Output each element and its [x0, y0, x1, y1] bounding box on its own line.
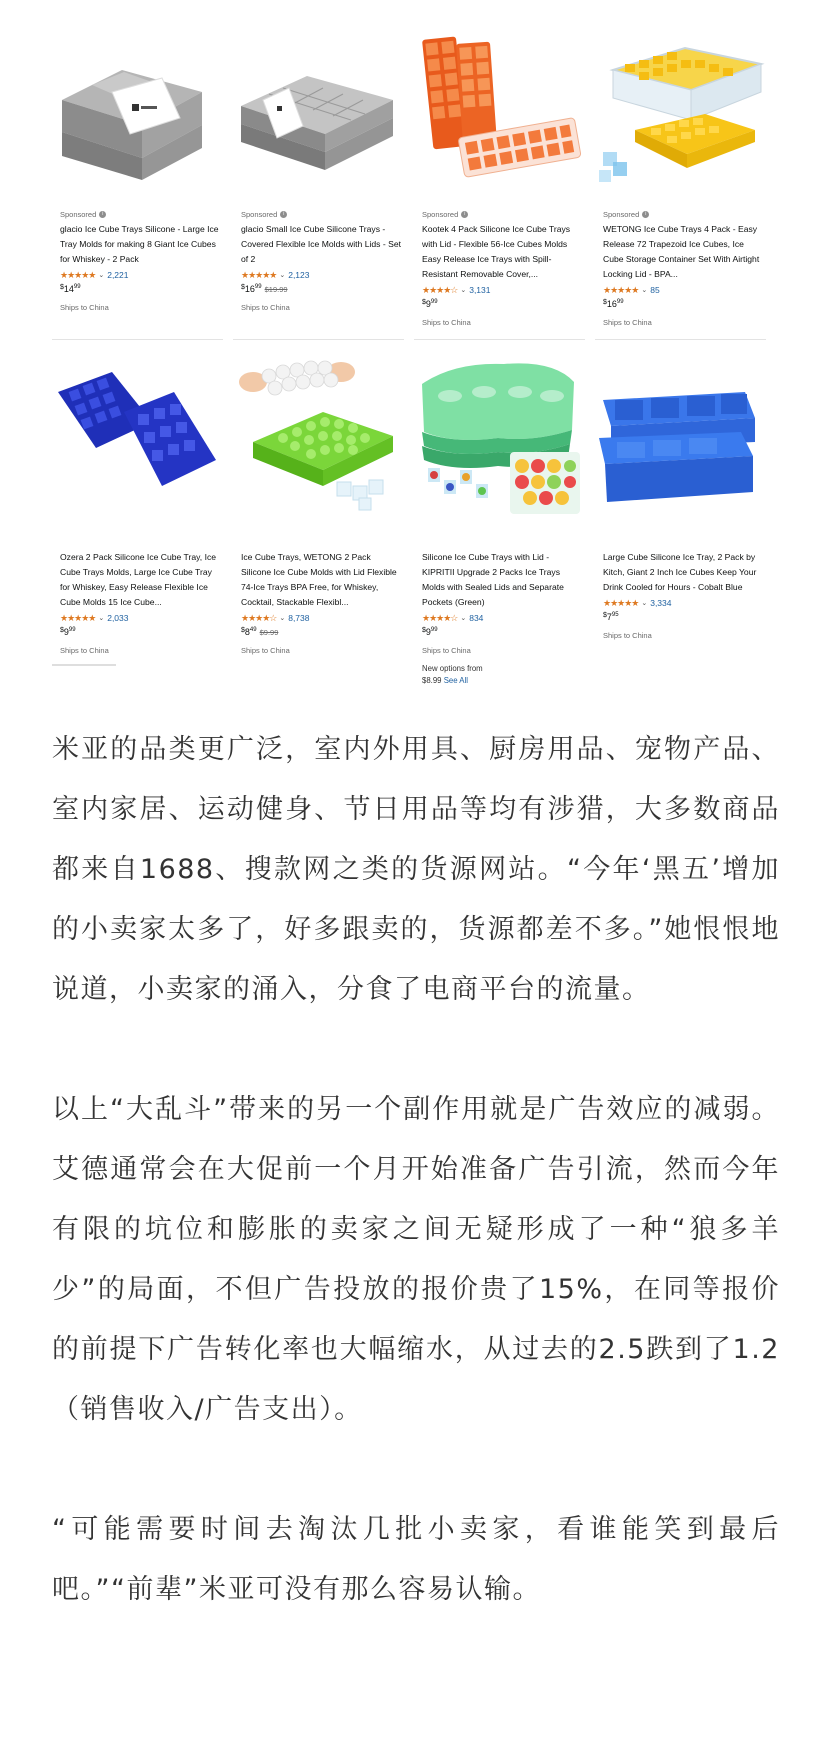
product-title[interactable]: Large Cube Silicone Ice Tray, 2 Pack by Kitch, Giant 2 Inch Ice Cubes Keep Your Drink Cooled for Hours - Cobalt Blue: [603, 552, 757, 592]
product-title[interactable]: glacio Small Ice Cube Silicone Trays - Covered Flexible Ice Molds with Lids - Set of 2: [241, 224, 401, 264]
product-card[interactable]: [52, 30, 223, 340]
price: $^{\$}16^{99}$ $19.99: [241, 284, 288, 294]
article-body: [52, 720, 780, 1680]
product-row-2: [52, 352, 784, 685]
divider: [52, 664, 116, 666]
ships-to: Ships to China: [241, 303, 290, 312]
star-rating-icon: ★★★★★: [60, 269, 96, 280]
chevron-down-icon: ⌄: [279, 615, 286, 622]
product-info: [422, 208, 582, 327]
price: $^{\$}7^{95}$: [603, 612, 619, 622]
product-card[interactable]: [595, 352, 766, 662]
product-info: [241, 548, 401, 655]
ships-to: Ships to China: [422, 646, 471, 655]
rating[interactable]: [603, 596, 763, 610]
info-icon[interactable]: i: [280, 211, 287, 218]
product-title[interactable]: glacio Ice Cube Trays Silicone - Large Ice Tray Molds for making 8 Giant Ice Cubes for Whiskey - 2 Pack: [60, 224, 219, 264]
rating-count[interactable]: 85: [650, 285, 660, 295]
product-image[interactable]: [52, 352, 223, 522]
product-image[interactable]: [233, 30, 404, 200]
chevron-down-icon: ⌄: [460, 615, 467, 622]
chevron-down-icon: ⌄: [641, 287, 648, 294]
rating-count[interactable]: 834: [469, 613, 484, 623]
star-rating-icon: ★★★★☆: [422, 612, 458, 623]
ships-to: Ships to China: [603, 631, 652, 640]
rating-count[interactable]: 3,334: [650, 598, 672, 608]
ships-to: Ships to China: [60, 646, 109, 655]
ships-to: Ships to China: [422, 318, 471, 327]
rating[interactable]: [60, 611, 220, 625]
list-price: $19.99: [264, 285, 288, 294]
rating-count[interactable]: 2,033: [107, 613, 129, 623]
ships-to: Ships to China: [241, 646, 290, 655]
product-image[interactable]: [414, 30, 585, 200]
info-icon[interactable]: i: [99, 211, 106, 218]
rating[interactable]: [603, 283, 763, 297]
product-info: [603, 208, 763, 327]
star-rating-icon: ★★★★★: [241, 269, 277, 280]
ships-to: Ships to China: [60, 303, 109, 312]
article-paragraph: 米亚的品类更广泛，室内外用具、厨房用品、宠物产品、室内家居、运动健身、节日用品等均有涉猎，大多数商品都来自1688、搜款网之类的货源网站。“今年‘黑五’增加的小卖家太多了，好多跟卖的，货源都差不多。”她恨恨地说道，小卖家的涌入，分食了电商平台的流量。: [52, 734, 780, 1005]
price: $^{\$}9^{99}$: [422, 627, 438, 637]
product-row-1: [52, 30, 784, 340]
chevron-down-icon: ⌄: [460, 287, 467, 294]
product-grid-screenshot: [52, 30, 784, 685]
article-paragraph: 以上“大乱斗”带来的另一个副作用就是广告效应的减弱。艾德通常会在大促前一个月开始准备广告引流，然而今年有限的坑位和膨胀的卖家之间无疑形成了一种“狼多羊少”的局面，不但广告投放的报价贵了15%，在同等报价的前提下广告转化率也大幅缩水，从过去的2.5跌到了1.2（销售收入/广告支出）。: [52, 1094, 780, 1425]
product-title[interactable]: WETONG Ice Cube Trays 4 Pack - Easy Release 72 Trapezoid Ice Cubes, Ice Cube Storage Container Set With Airtight Locking Lid - BPA...: [603, 224, 760, 279]
product-card[interactable]: [233, 30, 404, 340]
sponsored-label: Sponsored i: [60, 208, 220, 220]
rating[interactable]: [60, 268, 220, 282]
article-paragraph: “可能需要时间去淘汰几批小卖家，看谁能笑到最后吧。”“前辈”米亚可没有那么容易认输。: [52, 1514, 780, 1605]
product-title[interactable]: Ice Cube Trays, WETONG 2 Pack Silicone Ice Cube Molds with Lid Flexible 74-Ice Trays BPA Free, for Whiskey, Cocktail, Stackable Flexibl...: [241, 552, 397, 607]
ships-to: Ships to China: [603, 318, 652, 327]
product-card[interactable]: [595, 30, 766, 340]
chevron-down-icon: ⌄: [98, 615, 105, 622]
product-info: [60, 548, 220, 655]
star-rating-icon: ★★★★★: [603, 284, 639, 295]
price: $^{\$}16^{99}$: [603, 299, 624, 309]
rating[interactable]: [422, 611, 582, 625]
rating-count[interactable]: 8,738: [288, 613, 310, 623]
product-card[interactable]: [52, 352, 223, 662]
chevron-down-icon: ⌄: [279, 272, 286, 279]
rating[interactable]: [241, 268, 401, 282]
star-rating-icon: ★★★★★: [60, 612, 96, 623]
star-rating-icon: ★★★★☆: [422, 284, 458, 295]
sponsored-label: Sponsored i: [241, 208, 401, 220]
product-image[interactable]: [595, 352, 766, 522]
product-info: [60, 208, 220, 312]
star-rating-icon: ★★★★★: [603, 597, 639, 608]
sponsored-label: Sponsored i: [422, 208, 582, 220]
price: $^{\$}9^{99}$: [60, 627, 76, 637]
new-options-price: $8.99: [422, 676, 442, 685]
star-rating-icon: ★★★★☆: [241, 612, 277, 623]
product-card[interactable]: [414, 352, 585, 685]
rating-count[interactable]: 3,131: [469, 285, 491, 295]
chevron-down-icon: ⌄: [98, 272, 105, 279]
new-options: New options from $8.99 See All: [422, 664, 483, 685]
product-card[interactable]: [414, 30, 585, 340]
product-title[interactable]: Ozera 2 Pack Silicone Ice Cube Tray, Ice Cube Trays Molds, Large Ice Cube Tray for Whiskey, Easy Release Flexible Ice Cube Molds 15 Ice Cube...: [60, 552, 217, 607]
rating[interactable]: [422, 283, 582, 297]
see-all-link[interactable]: See All: [443, 676, 468, 685]
product-info: [603, 548, 763, 640]
product-info: [241, 208, 401, 312]
info-icon[interactable]: i: [461, 211, 468, 218]
price: $^{\$}8^{49}$ $9.99: [241, 627, 279, 637]
sponsored-label: Sponsored i: [603, 208, 763, 220]
product-image[interactable]: [52, 30, 223, 200]
product-image[interactable]: [233, 352, 404, 522]
product-title[interactable]: Silicone Ice Cube Trays with Lid - KIPRITII Upgrade 2 Packs Ice Trays Molds with Sealed Lids and Separate Pockets (Green): [422, 552, 564, 607]
list-price: $9.99: [259, 628, 279, 637]
info-icon[interactable]: i: [642, 211, 649, 218]
price: $^{\$}9^{99}$: [422, 299, 438, 309]
product-image[interactable]: [414, 352, 585, 522]
chevron-down-icon: ⌄: [641, 600, 648, 607]
product-image[interactable]: [595, 30, 766, 200]
product-info: [422, 548, 582, 687]
rating[interactable]: [241, 611, 401, 625]
rating-count[interactable]: 2,123: [288, 270, 310, 280]
price: $^{\$}14^{99}$: [60, 284, 81, 294]
product-card[interactable]: [233, 352, 404, 662]
rating-count[interactable]: 2,221: [107, 270, 129, 280]
product-title[interactable]: Kootek 4 Pack Silicone Ice Cube Trays with Lid - Flexible 56-Ice Cubes Molds Easy Release Ice Trays with Spill-Resistant Removable Cover,...: [422, 224, 571, 279]
